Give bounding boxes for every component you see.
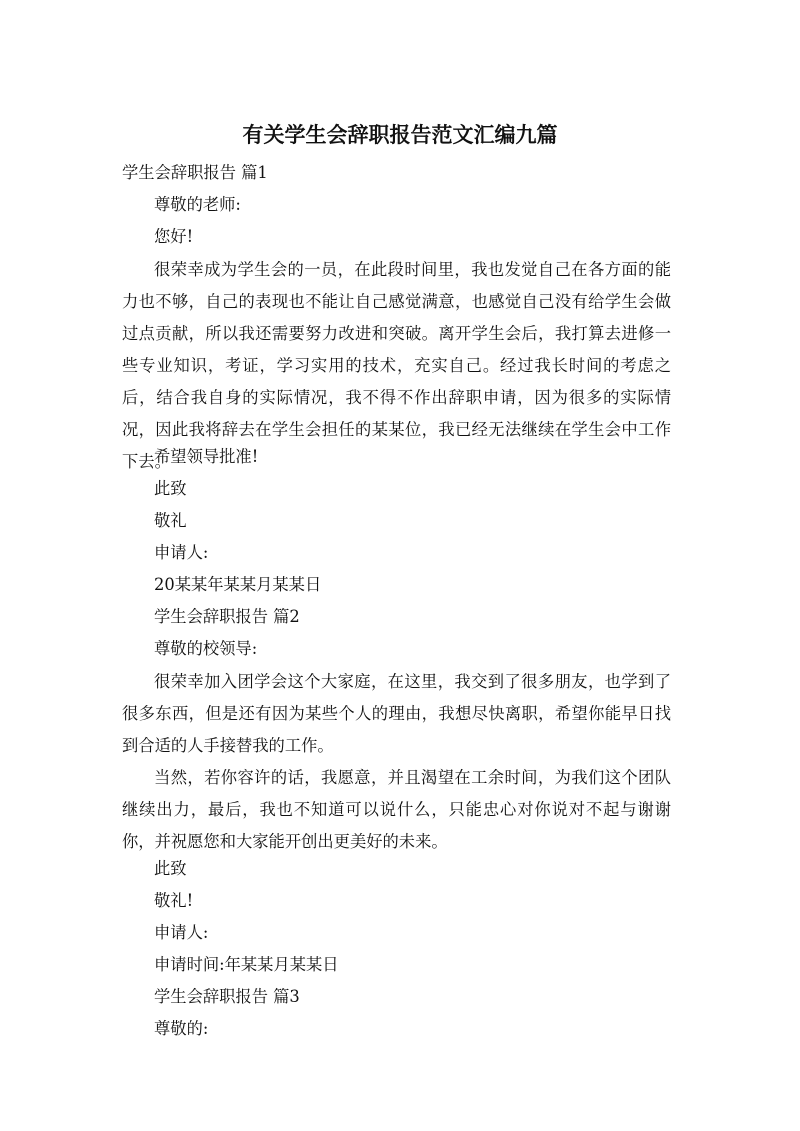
section-2-paragraph-1: 很荣幸加入团学会这个大家庭，在这里，我交到了很多朋友，也学到了很多东西，但是还有因为某些个人的理由，我想尽快离职，希望你能早日找到合适的人手接替我的工作。 <box>122 672 671 755</box>
section-3-heading: 学生会辞职报告 篇3 <box>154 987 300 1006</box>
section-2-date: 申请时间:年某某月某某日 <box>154 955 339 974</box>
section-1-heading: 学生会辞职报告 篇1 <box>122 163 268 182</box>
section-1-applicant: 申请人: <box>154 543 209 562</box>
section-1-closing-1: 希望领导批准! <box>154 447 259 466</box>
document-title: 有关学生会辞职报告范文汇编九篇 <box>242 123 558 147</box>
section-1-greeting: 您好! <box>154 227 194 246</box>
section-1-paragraph-1: 很荣幸成为学生会的一员，在此段时间里，我也发觉自己在各方面的能力也不够，自己的表现也不能让自己感觉满意，也感觉自己没有给学生会做过点贡献，所以我还需要努力改进和突破。离开学生会后，我打算去进修一些专业知识，考证，学习实用的技术，充实自己。经过我长时间的考虑之后，结合我自身的实际情况，我不得不作出辞职申请，因为很多的实际情况，因此我将辞去在学生会担任的某某位，我已经无法继续在学生会中工作下去。 <box>122 260 671 471</box>
section-1-salutation: 尊敬的老师: <box>154 195 241 214</box>
section-2-paragraph-2: 当然，若你容许的话，我愿意，并且渴望在工余时间，为我们这个团队继续出力，最后，我也不知道可以说什么，只能忠心对你说对不起与谢谢你，并祝愿您和大家能开创出更美好的未来。 <box>122 768 671 851</box>
section-1-date: 20某某年某某月某某日 <box>154 575 322 594</box>
section-1-closing-3: 敬礼 <box>154 511 187 530</box>
section-2-applicant: 申请人: <box>154 923 209 942</box>
section-3-salutation: 尊敬的: <box>154 1019 209 1038</box>
section-2-heading: 学生会辞职报告 篇2 <box>154 607 300 626</box>
section-2-salutation: 尊敬的校领导: <box>154 639 258 658</box>
section-2-closing-1: 此致 <box>154 859 187 878</box>
section-1-closing-2: 此致 <box>154 479 187 498</box>
section-2-closing-2: 敬礼! <box>154 891 194 910</box>
